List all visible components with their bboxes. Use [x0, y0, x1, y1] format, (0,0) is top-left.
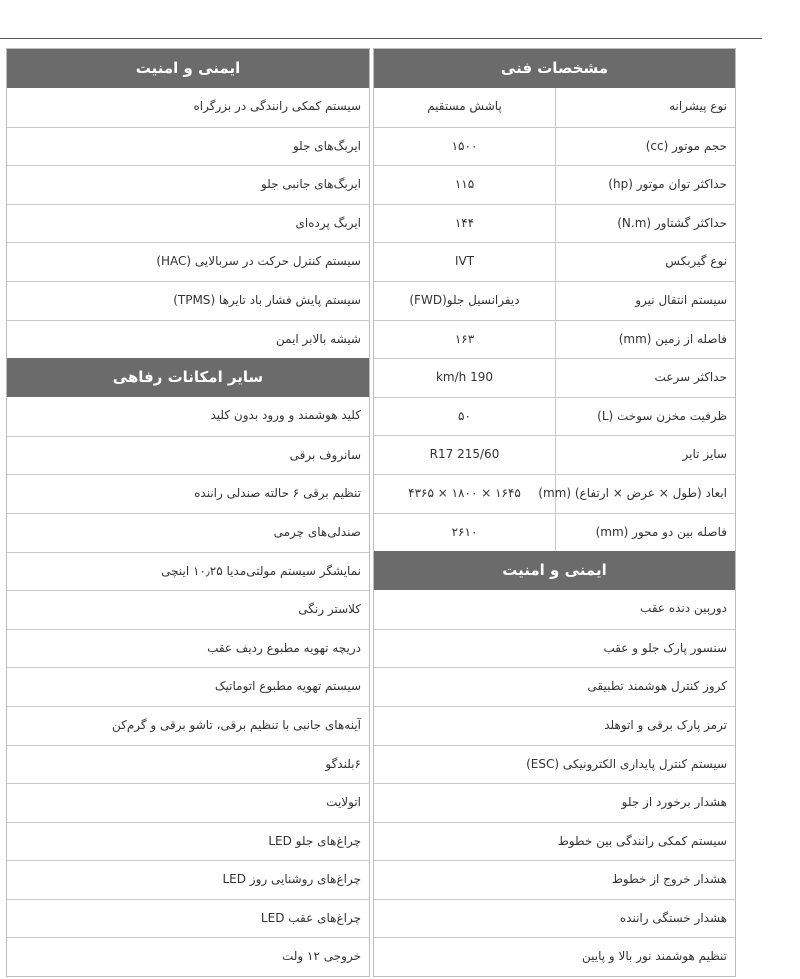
- list-item-label: هشدار خروج از خطوط: [611, 872, 727, 887]
- list-item: [7, 165, 369, 204]
- safety-right-header: ایمنی و امنیت: [374, 551, 735, 590]
- list-item: [374, 590, 735, 629]
- spec-value: پاشش مستقیم: [427, 99, 502, 113]
- list-item: [7, 590, 369, 629]
- spec-label: نوع گیربکس: [555, 243, 735, 281]
- list-item-label: چراغ‌های روشنایی روز LED: [222, 872, 361, 887]
- list-item: [7, 937, 369, 976]
- list-item: [7, 242, 369, 281]
- list-item-label: ایربگ‌های جلو: [292, 138, 361, 153]
- list-item: [7, 822, 369, 861]
- list-item: [7, 629, 369, 668]
- spec-label: فاصله از زمین (mm): [555, 321, 735, 359]
- list-item: [374, 937, 735, 976]
- spec-label: ظرفیت مخزن سوخت (L): [555, 398, 735, 436]
- list-item: [7, 320, 369, 359]
- spec-value: IVT: [454, 254, 475, 269]
- list-item-label: شیشه بالابر ایمن: [276, 331, 361, 346]
- safety-left-list: [7, 88, 369, 358]
- spec-value: ۵۰: [458, 408, 471, 423]
- top-divider: [0, 38, 762, 39]
- spec-label: حداکثر سرعت: [555, 359, 735, 397]
- left-column: [6, 48, 370, 977]
- list-item-label: اتولایت: [326, 795, 361, 810]
- spec-label: سایز تایر: [555, 436, 735, 474]
- list-item-label: صندلی‌های چرمی: [273, 524, 361, 539]
- list-item-label: آینه‌های جانبی با تنظیم برقی، تاشو برقی و گرم‌کن: [112, 717, 361, 732]
- list-item: [374, 899, 735, 938]
- list-item-label: سیستم کنترل پایداری الکترونیکی (ESC): [526, 756, 727, 771]
- safety-right-list: [374, 590, 735, 976]
- list-item: [7, 397, 369, 436]
- spec-label: حداکثر توان موتور (hp): [555, 166, 735, 204]
- spec-value: 190 km/h: [435, 370, 494, 385]
- list-item-label: کروز کنترل هوشمند تطبیقی: [587, 679, 727, 694]
- specs-table: [374, 88, 735, 551]
- spec-label: نوع پیشرانه: [555, 88, 735, 127]
- safety-left-header: ایمنی و امنیت: [7, 49, 369, 88]
- list-item-label: سیستم پایش فشار باد تایرها (TPMS): [173, 292, 361, 307]
- list-item: [7, 204, 369, 243]
- list-item-label: کلاستر رنگی: [298, 602, 361, 617]
- list-item: [7, 783, 369, 822]
- list-item-label: سیستم کمکی رانندگی بین خطوط: [557, 833, 727, 848]
- list-item-label: چراغ‌های عقب LED: [260, 910, 361, 925]
- spec-row: [374, 165, 735, 204]
- comfort-header: سایر امکانات رفاهی: [7, 358, 369, 397]
- list-item-label: سیستم تهویه مطبوع اتوماتیک: [214, 679, 361, 694]
- list-item: [7, 281, 369, 320]
- list-item: [374, 629, 735, 668]
- comfort-list: [7, 397, 369, 976]
- spec-row: [374, 474, 735, 513]
- spec-row: [374, 435, 735, 474]
- list-item-label: تنظیم برقی ۶ حالته صندلی راننده: [194, 486, 361, 501]
- list-item-label: کلید هوشمند و ورود بدون کلید: [210, 408, 361, 423]
- list-item-label: خروجی ۱۲ ولت: [281, 949, 361, 964]
- spec-value: 215/60 R17: [429, 447, 500, 462]
- list-item: [374, 745, 735, 784]
- list-item-label: چراغ‌های جلو LED: [268, 833, 361, 848]
- list-item-label: ایربگ‌های جانبی جلو: [260, 177, 361, 192]
- spec-row: [374, 281, 735, 320]
- spec-row: [374, 242, 735, 281]
- list-item: [374, 706, 735, 745]
- spec-value: ۱۱۵: [454, 177, 475, 192]
- spec-value: ۱۴۴: [454, 215, 475, 230]
- spec-row: [374, 127, 735, 166]
- list-item-label: تنظیم هوشمند نور بالا و پایین: [582, 949, 727, 964]
- list-item-label: هشدار برخورد از جلو: [621, 795, 727, 810]
- spec-value: ۲۶۱۰: [451, 524, 478, 539]
- list-item: [7, 745, 369, 784]
- list-item: [7, 667, 369, 706]
- spec-row: [374, 513, 735, 552]
- list-item-label: نمایشگر سیستم مولتی‌مدیا ۱۰٫۲۵ اینچی: [161, 563, 361, 578]
- spec-label: حداکثر گشتاور (N.m): [555, 205, 735, 243]
- spec-label: ابعاد (طول × عرض × ارتفاع) (mm): [555, 475, 735, 513]
- spec-row: [374, 204, 735, 243]
- list-item: [7, 860, 369, 899]
- list-item: [7, 88, 369, 127]
- spec-row: [374, 320, 735, 359]
- spec-label: حجم موتور (cc): [555, 128, 735, 166]
- list-item: [374, 860, 735, 899]
- spec-row: [374, 397, 735, 436]
- list-item-label: سانروف برقی: [289, 447, 361, 462]
- spec-label: فاصله بین دو محور (mm): [555, 514, 735, 552]
- spec-row: [374, 358, 735, 397]
- spec-label: سیستم انتقال نیرو: [555, 282, 735, 320]
- list-item: [7, 513, 369, 552]
- list-item-label: ۶بلندگو: [325, 756, 361, 771]
- list-item-label: سیستم کمکی رانندگی در بزرگراه: [193, 99, 361, 113]
- list-item-label: ترمز پارک برقی و اتوهلد: [604, 717, 727, 732]
- list-item-label: ایربگ پرده‌ای: [295, 215, 361, 230]
- list-item-label: سنسور پارک جلو و عقب: [603, 640, 727, 655]
- spec-row: [374, 88, 735, 127]
- list-item: [7, 552, 369, 591]
- spec-value: ۱۶۳: [454, 331, 475, 346]
- list-item-label: هشدار خستگی راننده: [619, 910, 727, 925]
- specs-header: مشخصات فنی: [374, 49, 735, 88]
- list-item: [7, 127, 369, 166]
- list-item: [374, 822, 735, 861]
- list-item: [7, 474, 369, 513]
- spec-value: دیفرانسیل جلو(FWD): [409, 292, 520, 307]
- right-column: [373, 48, 736, 977]
- list-item-label: سیستم کنترل حرکت در سربالایی (HAC): [156, 254, 361, 269]
- list-item: [374, 667, 735, 706]
- list-item: [7, 706, 369, 745]
- list-item: [7, 899, 369, 938]
- list-item-label: دریچه تهویه مطبوع ردیف عقب: [207, 640, 361, 655]
- list-item: [7, 436, 369, 475]
- list-item: [374, 783, 735, 822]
- list-item-label: دوربین دنده عقب: [640, 601, 727, 616]
- spec-value: ۱۵۰۰: [451, 138, 478, 153]
- spec-value: ۱۶۴۵ × ۱۸۰۰ × ۴۳۶۵: [408, 485, 521, 500]
